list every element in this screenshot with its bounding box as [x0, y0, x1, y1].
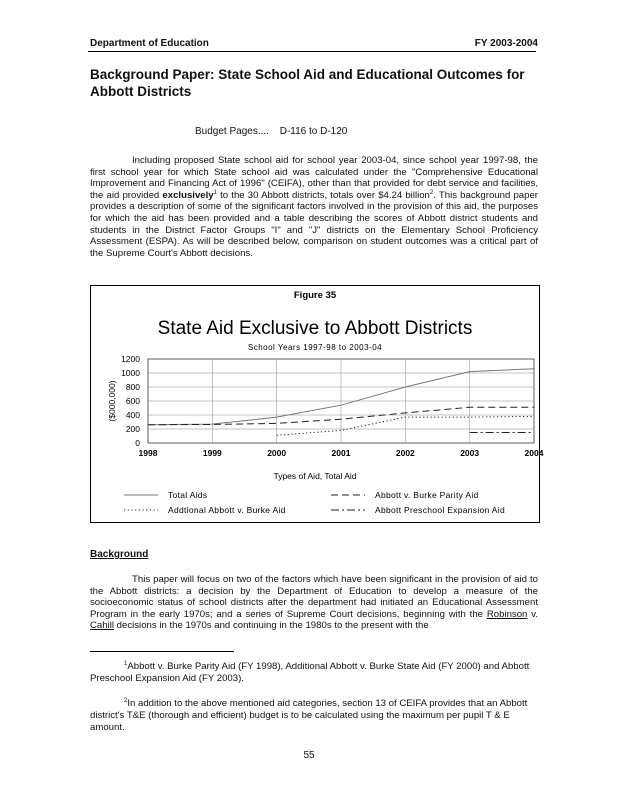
- case-name-robinson: Robinson: [486, 608, 528, 620]
- budget-range: D-116 to D-120: [279, 126, 348, 137]
- footnote-2-text: In addition to the above mentioned aid categories, section 13 of CEIFA provides that an Abbott district's T&E (thorough and efficient) budget is to be calculated using the maximum per pupil T & E amount.: [90, 698, 528, 733]
- y-tick-label: 800: [125, 382, 140, 392]
- header-department: Department of Education: [90, 38, 209, 49]
- header-fiscal-year: FY 2003-2004: [474, 38, 538, 49]
- footnote-ref-1: 1: [213, 189, 217, 196]
- y-tick-label: 200: [125, 424, 140, 434]
- intro-text-1: Including proposed State school aid for school year 2003-04, since school year 1997-98, the first school year for which State school aid was calculated under the "Comprehensive Educational Improvement and Financing Act of 1996" (CEIFA), other than that provided for debt service and facilities, the aid provided: [90, 155, 538, 201]
- x-tick-label: 1998: [138, 448, 158, 458]
- page-title: Background Paper: State School Aid and Educational Outcomes for Abbott Districts: [90, 67, 525, 99]
- background-text-2: decisions in the 1970s and continuing in the 1980s to the present with the: [114, 620, 429, 632]
- page-number: 55: [303, 750, 315, 761]
- x-axis-label: Types of Aid, Total Aid: [273, 471, 357, 481]
- x-tick-label: 2004: [524, 448, 544, 458]
- background-heading: Background: [90, 549, 149, 560]
- figure-label: Figure 35: [293, 290, 337, 301]
- y-tick-label: 0: [135, 438, 140, 448]
- x-tick-label: 1999: [202, 448, 222, 458]
- footnote-1-number: 1: [124, 660, 128, 667]
- legend-label-2: Abbott v. Burke Parity Aid: [375, 490, 479, 500]
- chart-subtitle: School Years 1997-98 to 2003-04: [247, 343, 383, 352]
- y-tick-label: 600: [125, 396, 140, 406]
- case-name-cahill: Cahill: [90, 620, 114, 632]
- intro-paragraph: [90, 155, 538, 259]
- budget-label: Budget Pages....: [195, 126, 269, 137]
- footnote-2: [90, 698, 538, 734]
- y-axis-label: ($000,000): [107, 380, 117, 422]
- line-chart: [91, 286, 544, 522]
- budget-pages: [195, 126, 347, 137]
- chart-title: State Aid Exclusive to Abbott Districts: [157, 318, 473, 339]
- footnote-1: [90, 661, 538, 685]
- legend-label-4: Abbott Preschool Expansion Aid: [375, 505, 505, 515]
- footnote-2-number: 2: [124, 697, 128, 704]
- y-tick-label: 400: [125, 410, 140, 420]
- intro-text-2: to the 30 Abbott districts, totals over $4.24 billion: [216, 189, 430, 201]
- figure-box: [90, 285, 544, 523]
- footnote-ref-2: 2: [429, 189, 434, 196]
- legend-label-1: Total Aids: [168, 490, 208, 500]
- footnote-rule: [90, 651, 234, 652]
- y-tick-label: 1200: [121, 354, 140, 364]
- y-tick-label: 1000: [121, 368, 140, 378]
- case-versus: v.: [527, 608, 539, 620]
- x-tick-label: 2003: [460, 448, 480, 458]
- header-rule: [88, 51, 536, 52]
- x-tick-label: 2000: [267, 448, 287, 458]
- background-paragraph: [90, 574, 538, 632]
- legend-label-3: Addtional Abbott v. Burke Aid: [168, 505, 286, 515]
- x-tick-label: 2001: [331, 448, 351, 458]
- x-tick-label: 2002: [395, 448, 415, 458]
- background-text-1: This paper will focus on two of the factors which have been significant in the provision of aid to the Abbott districts: a decision by the Department of Education to develop a measure of the socioeconomic status of school districts after the department had initiated an Educational Assessment Program in the early 1970s; and a series of Supreme Court decisions, beginning with the: [90, 574, 538, 620]
- intro-emphasis: exclusively: [162, 189, 214, 201]
- intro-text-3: . This background paper provides a description of some of the significant factors involved in the provision of this aid, the purposes for which the aid has been provided and a table describing the scores of Abbott district students and students in the District Factor Groups "I" and "J" districts on the Elementary School Proficiency Assessment (ESPA). As will be described below, comparison on student outcomes was a critical part of the Supreme Court's Abbott decisions.: [90, 189, 538, 259]
- footnote-1-text: Abbott v. Burke Parity Aid (FY 1998), Additional Abbott v. Burke State Aid (FY 2000) and Abbott Preschool Expansion Aid (FY 2003).: [90, 661, 530, 684]
